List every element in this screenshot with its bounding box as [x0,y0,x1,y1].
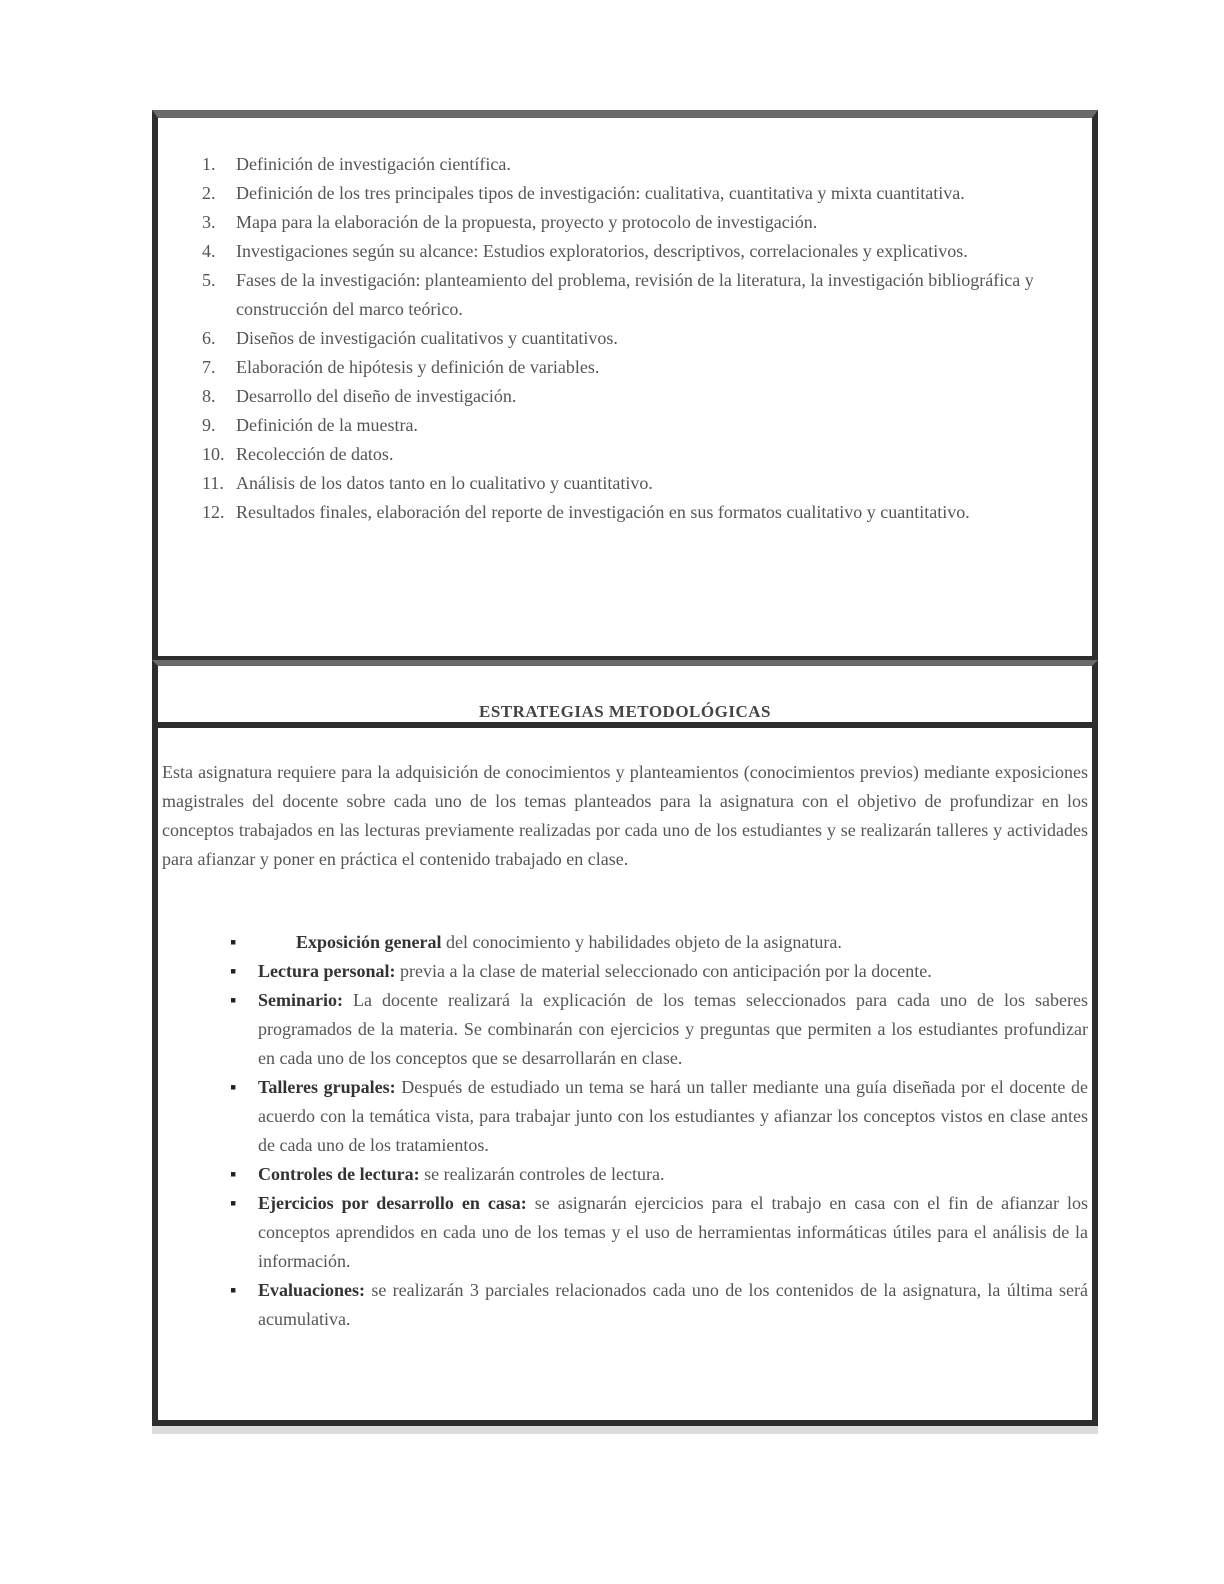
list-item: 5. Fases de la investigación: planteamiento del problema, revisión de la literatura, la investigación bibliográfica y construcción del marco teórico. [202,270,1034,319]
bullet-icon: ▪ [230,990,237,1010]
list-item: ▪ Talleres grupales: Después de estudiado un tema se hará un taller mediante una guía diseñada por el docente de acuerdo con la temática vista, para trabajar junto con los estudiantes y afianzar los conceptos vistos en clase antes de cada uno de los tratamientos. [230,1073,1088,1160]
list-item: ▪ Seminario: La docente realizará la explicación de los temas seleccionados para cada uno de los saberes programados de la materia. Se combinarán con ejercicios y preguntas que permiten a los estudiantes profundizar en cada uno de los conceptos que se desarrollarán en clase. [230,986,1088,1073]
activities-list [230,928,1088,1334]
list-item: ▪ Lectura personal: previa a la clase de material seleccionado con anticipación por la docente. [230,957,1088,986]
section-heading-row [152,660,1098,726]
list-item: 4. Investigaciones según su alcance: Estudios exploratorios, descriptivos, correlacionales y explicativos. [202,241,968,261]
bullet-icon: ▪ [230,961,237,981]
section-title: ESTRATEGIAS METODOLÓGICAS [479,702,771,721]
bullet-icon: ▪ [230,1193,237,1213]
list-item: ▪ Controles de lectura: se realizarán controles de lectura. [230,1160,1088,1189]
intro-paragraph: Esta asignatura requiere para la adquisición de conocimientos y planteamientos (conocimientos previos) mediante exposiciones magistrales del docente sobre cada uno de los temas planteados para la asignatura con el objetivo de profundizar en los conceptos trabajados en las lecturas previamente realizadas por cada uno de los estudiantes y se realizarán talleres y actividades para afianzar y poner en práctica el contenido trabajado en clase. [162,762,1088,869]
list-item: 10. Recolección de datos. [202,444,394,464]
list-item: 8. Desarrollo del diseño de investigación. [202,386,517,406]
page-shadow [152,1426,1098,1434]
bullet-icon: ▪ [230,1077,237,1097]
list-item: 3. Mapa para la elaboración de la propuesta, proyecto y protocolo de investigación. [202,212,818,232]
list-item: ▪ Exposición general del conocimiento y habilidades objeto de la asignatura. [230,928,1088,957]
list-item: 2. Definición de los tres principales tipos de investigación: cualitativa, cuantitativa y mixta cuantitativa. [202,183,965,203]
list-item: 6. Diseños de investigación cualitativos y cuantitativos. [202,328,618,348]
bullet-icon: ▪ [230,1164,237,1184]
bullet-icon: ▪ [230,1280,237,1300]
list-item: 7. Elaboración de hipótesis y definición de variables. [202,357,600,377]
topics-panel [152,110,1098,662]
topics-list [202,150,1052,527]
list-item: ▪ Ejercicios por desarrollo en casa: se asignarán ejercicios para el trabajo en casa con el fin de afianzar los conceptos aprendidos en cada uno de los temas y el uso de herramientas informáticas útiles para el análisis de la información. [230,1189,1088,1276]
list-item: 9. Definición de la muestra. [202,415,418,435]
list-item: 1. Definición de investigación científica. [202,154,511,174]
list-item: ▪ Evaluaciones: se realizarán 3 parciales relacionados cada uno de los contenidos de la asignatura, la última será acumulativa. [230,1276,1088,1334]
list-item: 11. Análisis de los datos tanto en lo cualitativo y cuantitativo. [202,473,653,493]
strategies-panel [152,722,1098,1426]
bullet-icon: ▪ [230,932,237,952]
list-item: 12. Resultados finales, elaboración del reporte de investigación en sus formatos cualitativo y cuantitativo. [202,502,970,522]
